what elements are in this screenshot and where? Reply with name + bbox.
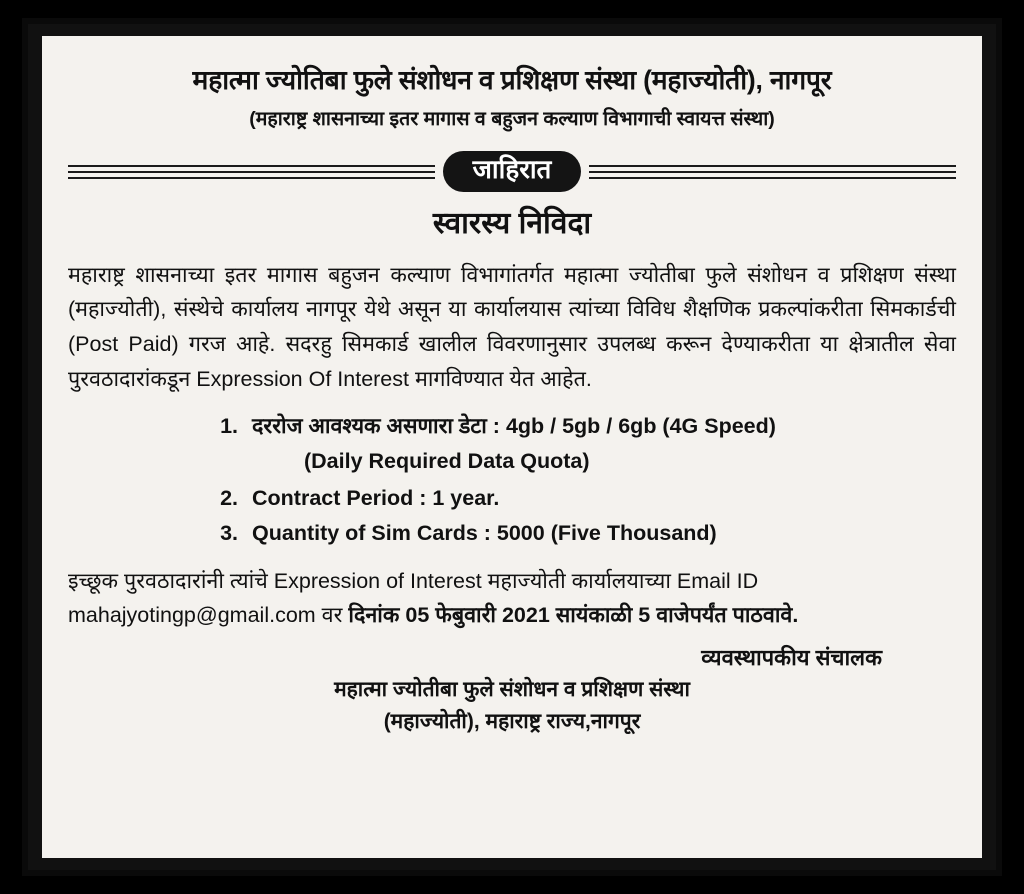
list-item [68, 518, 956, 549]
banner-rule-right [589, 165, 956, 179]
notice-sheet [42, 36, 982, 858]
advertisement-banner [68, 144, 956, 200]
list-item-text: Contract Period : 1 year. [252, 486, 500, 511]
list-item-subtext: (Daily Required Data Quota) [304, 448, 590, 473]
list-item [68, 483, 956, 514]
document-type-title: स्वारस्य निविदा [432, 206, 592, 240]
list-item-number: 3. [220, 521, 238, 546]
list-item-number: 2. [220, 486, 238, 511]
signatory-org-line-2: (महाज्योती), महाराष्ट्र राज्य,नागपूर [383, 710, 641, 734]
submission-text-part2: वर [315, 602, 349, 627]
organization-title: महात्मा ज्योतिबा फुले संशोधन व प्रशिक्षण संस्था (महाज्योती), नागपूर [192, 65, 832, 95]
signatory-org-line-1: महात्मा ज्योतीबा फुले संशोधन व प्रशिक्षण संस्था [334, 677, 690, 701]
signatory-title: व्यवस्थापकीय संचालक [701, 645, 882, 671]
list-item [68, 411, 956, 442]
banner-label: जाहिरात [443, 151, 582, 193]
notice-outer-border [22, 18, 1002, 876]
submission-text-part1: इच्छूक पुरवठादारांनी त्यांचे Expression of Interest महाज्योती कार्यालयाच्या Email ID [68, 568, 759, 593]
organization-subtitle: (महाराष्ट्र शासनाच्या इतर मागास व बहुजन कल्याण विभागाची स्वायत्त संस्था) [249, 108, 775, 131]
submission-deadline: दिनांक 05 फेबुवारी 2021 सायंकाळी 5 वाजेपर्यंत पाठवावे. [348, 602, 799, 627]
banner-rule-left [68, 165, 435, 179]
requirements-list [68, 411, 956, 550]
intro-paragraph: महाराष्ट्र शासनाच्या इतर मागास बहुजन कल्याण विभागांतर्गत महात्मा ज्योतीबा फुले संशोधन व प्रशिक्षण संस्था (महाज्योती), संस्थेचे कार्यालय नागपूर येथे असून या कार्यालयास त्यांच्या विविध शैक्षणिक प्रकल्पांकरीता सिमकार्डची (Post Paid) गरज आहे. सदरहु सिमकार्ड खालील विवरणानुसार उपलब्ध करून देण्याकरीता या क्षेत्रातील सेवा पुरवठादारांकडून Expression Of Interest मागविण्यात येत आहेत. [68, 262, 956, 391]
submission-email: mahajyotingp@gmail.com [68, 602, 316, 627]
list-item-number: 1. [220, 413, 238, 438]
list-item-text: दररोज आवश्यक असणारा डेटा : 4gb / 5gb / 6gb (4G Speed) [252, 413, 776, 438]
signature-block [68, 644, 956, 737]
list-item-text: Quantity of Sim Cards : 5000 (Five Thousand) [252, 521, 717, 546]
submission-instructions [68, 564, 956, 633]
